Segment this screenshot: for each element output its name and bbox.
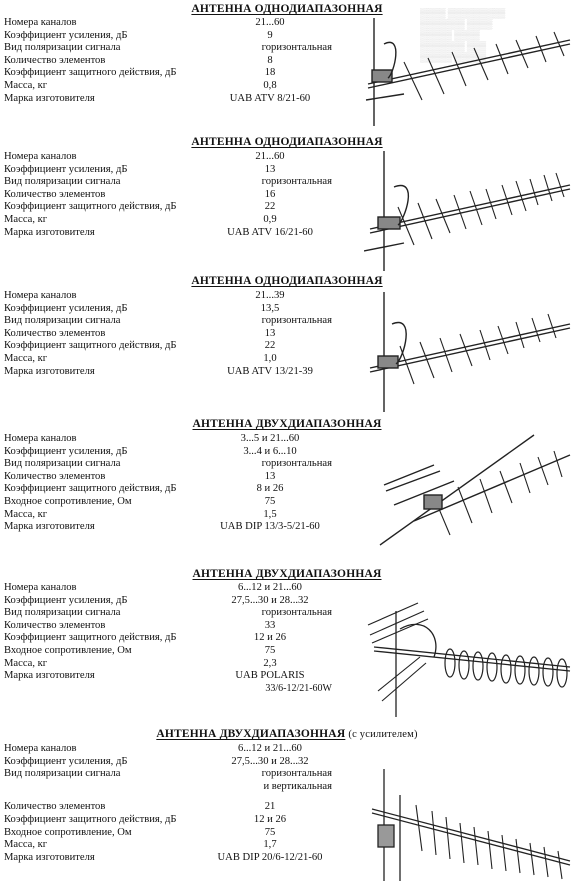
spec-label: Коэффициент защитного действия, дБ: [4, 632, 177, 644]
spec-row: [4, 839, 336, 852]
spec-row: [4, 176, 336, 189]
spec-label: Вид поляризации сигнала: [4, 315, 121, 327]
spec-label: Номера каналов: [4, 290, 77, 301]
spec-row: [4, 458, 336, 471]
spec-label: Коэффициент защитного действия, дБ: [4, 201, 177, 213]
spec-row: [4, 814, 336, 827]
spec-label: Количество элементов: [4, 188, 106, 200]
spec-value: 9: [267, 29, 273, 41]
spec-row: [4, 595, 336, 608]
spec-label: Масса, кг: [4, 213, 48, 225]
yagi-antenna-icon: [364, 147, 574, 275]
section-title: АНТЕННА ДВУХДИАПАЗОННАЯ: [192, 568, 382, 580]
section-title: АНТЕННА ДВУХДИАПАЗОННАЯ: [192, 418, 382, 430]
spec-row: [4, 303, 336, 316]
spec-label: Масса, кг: [4, 508, 48, 520]
spec-value: 16: [264, 188, 276, 200]
spec-value: 33/6-12/21-60W: [265, 682, 332, 694]
spec-row: [4, 483, 336, 496]
spec-value: 6...12 и 21...60: [238, 743, 302, 754]
section-title: АНТЕННА ОДНОДИАПАЗОННАЯ: [191, 275, 383, 287]
spec-table: [4, 290, 336, 378]
spec-label: Масса, кг: [4, 352, 48, 364]
spec-row: [4, 93, 336, 106]
spec-label: Вид поляризации сигнала: [4, 768, 121, 780]
spec-row: [4, 80, 336, 93]
spec-row: [4, 620, 336, 633]
spec-label: Вид поляризации сигнала: [4, 176, 121, 188]
spec-row: [4, 670, 336, 683]
spec-value: 8 и 26: [256, 483, 284, 495]
spec-value: 3...5 и 21...60: [240, 433, 300, 444]
spec-value: 1,5: [263, 508, 277, 520]
spec-row: [4, 55, 336, 68]
spec-row: [4, 607, 336, 620]
spec-value: 2,3: [263, 657, 277, 669]
spec-label: Номера каналов: [4, 743, 77, 754]
spec-value: 13,5: [260, 302, 280, 314]
spec-value: и вертикальная: [263, 780, 332, 792]
spec-row: [4, 290, 336, 303]
spec-value: 75: [264, 495, 276, 507]
spec-label: Номера каналов: [4, 582, 77, 593]
amplified-antenna-icon: [364, 765, 574, 883]
spec-row: [4, 645, 336, 658]
spec-label: Количество элементов: [4, 470, 106, 482]
spec-row: [4, 328, 336, 341]
spec-label: Марка изготовителя: [4, 92, 95, 104]
spec-label: Марка изготовителя: [4, 365, 95, 377]
spec-row: [4, 366, 336, 379]
spec-row: [4, 30, 336, 43]
section-title-note: (с усилителем): [348, 729, 418, 740]
spec-label: Количество элементов: [4, 619, 106, 631]
spec-label: Вид поляризации сигнала: [4, 42, 121, 54]
spec-label: Количество элементов: [4, 327, 106, 339]
spec-label: Количество элементов: [4, 54, 106, 66]
spec-row: [4, 42, 336, 55]
spec-value: 33: [264, 619, 276, 631]
spec-value: 21...60: [255, 17, 285, 28]
spec-label: Коэффициент усиления, дБ: [4, 163, 128, 175]
spec-label: Коэффициент защитного действия, дБ: [4, 813, 177, 825]
spec-label: Количество элементов: [4, 801, 106, 813]
spec-value: UAB ATV 13/21-39: [227, 365, 313, 377]
spec-value: 3...4 и 6...10: [243, 445, 297, 457]
spec-row: [4, 632, 336, 645]
spec-value: UAB ATV 16/21-60: [227, 226, 313, 238]
spec-value: 6...12 и 21...60: [238, 582, 302, 593]
spec-label: Марка изготовителя: [4, 521, 95, 533]
spec-row: [4, 433, 336, 446]
spec-label: Коэффициент усиления, дБ: [4, 29, 128, 41]
spec-row: [4, 353, 336, 366]
section-title: АНТЕННА ДВУХДИАПАЗОННАЯ: [156, 728, 346, 740]
spec-row: [4, 227, 336, 240]
spec-value: UAB ATV 8/21-60: [229, 92, 311, 104]
spec-table: [4, 433, 336, 534]
spec-value: UAB POLARIS: [235, 670, 305, 682]
spec-value: 22: [264, 201, 276, 213]
spec-value: UAB DIP 13/3-5/21-60: [220, 521, 320, 533]
spec-label: Входное сопротивление, Ом: [4, 826, 132, 838]
spec-row: [4, 768, 336, 781]
spec-value: 27,5...30 и 28...32: [231, 755, 309, 767]
spec-value: горизонтальная: [261, 42, 332, 54]
spec-value: горизонтальная: [261, 176, 332, 188]
spec-row: [4, 781, 336, 794]
spec-label: Номера каналов: [4, 151, 77, 162]
spec-row: [4, 683, 336, 696]
section-title: АНТЕННА ОДНОДИАПАЗОННАЯ: [191, 136, 383, 148]
spec-value: 8: [267, 54, 273, 66]
spec-value: 1,7: [263, 839, 277, 851]
spec-row: [4, 743, 336, 756]
spec-value: 27,5...30 и 28...32: [231, 594, 309, 606]
yagi-antenna-icon: [364, 284, 574, 414]
spec-label: Номера каналов: [4, 433, 77, 444]
spec-row: [4, 201, 336, 214]
spec-row: [4, 496, 336, 509]
spec-value: горизонтальная: [261, 315, 332, 327]
spec-row: [4, 315, 336, 328]
spec-value: 1,0: [263, 352, 277, 364]
spec-value: 12 и 26: [253, 813, 287, 825]
spec-label: Коэффициент защитного действия, дБ: [4, 67, 177, 79]
spec-label: Масса, кг: [4, 839, 48, 851]
spec-value: 18: [264, 67, 276, 79]
spec-label: Марка изготовителя: [4, 851, 95, 863]
spec-row: [4, 446, 336, 459]
dual-band-antenna-icon: [374, 425, 574, 565]
spacer: [4, 793, 336, 801]
spec-value: 12 и 26: [253, 632, 287, 644]
bleed-through-text: ▒▒▒▒ ▒▒▒▒▒▒▒▒▒ ▒▒▒▒▒▒▒ ▒▒▒▒ ▒▒▒▒▒ ▒▒▒▒ ▒▒▒▒▒▒▒ ▒▒▒ ▒▒▒▒▒ ▒▒▒▒▒: [420, 8, 506, 62]
spec-label: Входное сопротивление, Ом: [4, 644, 132, 656]
spec-value: 75: [264, 826, 276, 838]
spec-label: Масса, кг: [4, 657, 48, 669]
spec-label: Вид поляризации сигнала: [4, 607, 121, 619]
spec-row: [4, 151, 336, 164]
section-title: АНТЕННА ОДНОДИАПАЗОННАЯ: [191, 3, 383, 15]
spec-row: [4, 164, 336, 177]
spec-label: Коэффициент защитного действия, дБ: [4, 340, 177, 352]
spec-row: [4, 17, 336, 30]
spec-value: 22: [264, 340, 276, 352]
spec-row: [4, 658, 336, 671]
spec-row: [4, 827, 336, 840]
polaris-antenna-icon: [364, 571, 574, 721]
spec-row: [4, 471, 336, 484]
spec-row: [4, 340, 336, 353]
spec-value: 13: [264, 470, 276, 482]
spec-label: Марка изготовителя: [4, 226, 95, 238]
spec-value: горизонтальная: [261, 458, 332, 470]
spec-row: [4, 509, 336, 522]
spec-label: Марка изготовителя: [4, 670, 95, 682]
spec-row: [4, 801, 336, 814]
spec-label: Коэффициент защитного действия, дБ: [4, 483, 177, 495]
spec-label: Коэффициент усиления, дБ: [4, 755, 128, 767]
yagi-antenna-icon: [364, 14, 574, 132]
spec-label: Входное сопротивление, Ом: [4, 495, 132, 507]
spec-table: [4, 17, 336, 105]
spec-value: UAB DIP 20/6-12/21-60: [217, 851, 323, 863]
spec-label: Коэффициент усиления, дБ: [4, 594, 128, 606]
spec-row: [4, 852, 336, 865]
spec-row: [4, 67, 336, 80]
spec-value: 0,8: [263, 79, 277, 91]
spec-row: [4, 189, 336, 202]
section-title-wrap: [0, 728, 574, 740]
spec-value: 0,9: [263, 213, 277, 225]
spec-value: 13: [264, 327, 276, 339]
spec-label: Вид поляризации сигнала: [4, 458, 121, 470]
spec-value: горизонтальная: [261, 768, 332, 780]
spec-row: [4, 582, 336, 595]
spec-value: 21: [264, 801, 276, 813]
spec-table: [4, 151, 336, 239]
spec-value: 21...60: [255, 151, 285, 162]
spec-label: Коэффициент усиления, дБ: [4, 445, 128, 457]
spec-row: [4, 214, 336, 227]
spec-row: [4, 756, 336, 769]
spec-table: [4, 582, 336, 695]
spec-value: горизонтальная: [261, 607, 332, 619]
spec-value: 21...39: [255, 290, 285, 301]
spec-value: 13: [264, 163, 276, 175]
spec-label: Масса, кг: [4, 79, 48, 91]
spec-table: [4, 743, 336, 864]
spec-label: Номера каналов: [4, 17, 77, 28]
spec-row: [4, 521, 336, 534]
spec-value: 75: [264, 644, 276, 656]
spec-label: Коэффициент усиления, дБ: [4, 302, 128, 314]
